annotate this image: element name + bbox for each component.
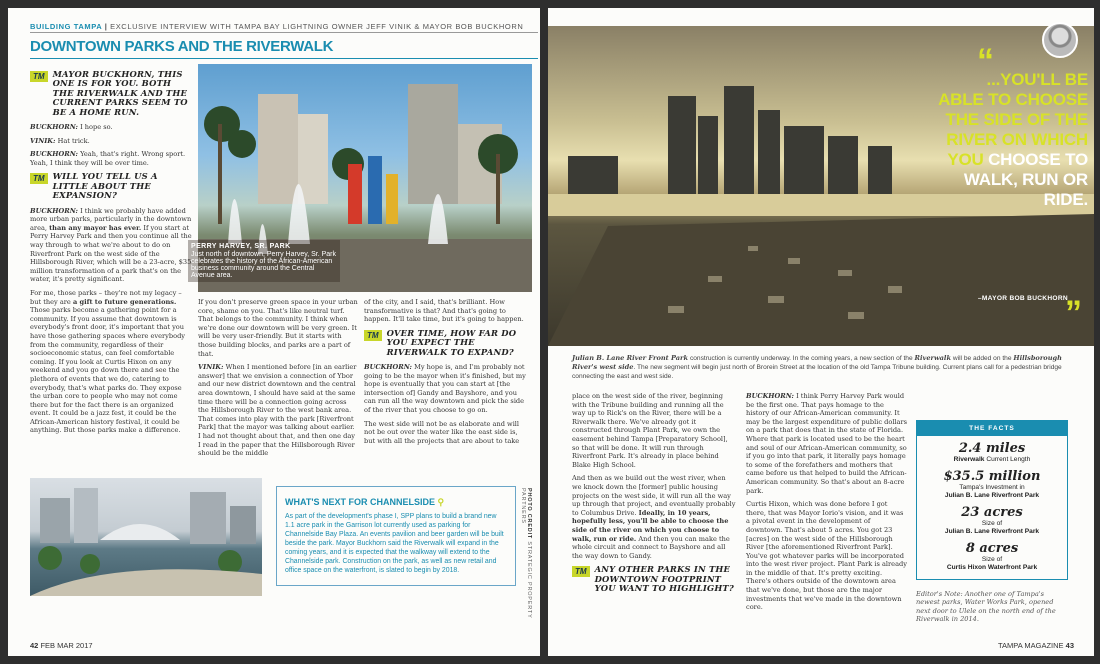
section-label: BUILDING TAMPA: [30, 22, 103, 31]
speaker-label: VINIK:: [30, 136, 56, 145]
article-column-3: [364, 298, 526, 450]
sidebar-body: As part of the development's phase I, SPP plans to build a brand new 1.1 acre park in the Garrison lot currently used as parking for Channelside Bay Plaza. An events pavilion and beer garden will be built beside the park. Mayor Buckhorn said the Riverwalk will expand in the coming years, and it is expected that the walkway will extend to the Channelside park. Construction on the park, as well as new retail and office space on the waterfront, is slated to begin by 2018.: [285, 513, 504, 574]
sidebar-title: [285, 497, 507, 508]
fact-value: $35.5 million: [943, 469, 1041, 484]
right-page: [548, 8, 1094, 656]
page-footer-right: [998, 641, 1074, 650]
left-page: [8, 8, 540, 656]
page-number: 42: [30, 641, 39, 650]
close-quote-icon: ”: [1065, 294, 1082, 332]
answer-text: Hat trick.: [57, 136, 90, 145]
facts-box: [916, 420, 1068, 580]
photo-caption: [572, 354, 1072, 381]
quote-attribution: –MAYOR BOB BUCKHORN: [977, 295, 1068, 302]
fact-label-text: Current Length: [986, 456, 1031, 463]
pull-quote-highlight: ...YOU'LL BE ABLE TO CHOOSE THE SIDE OF THE RIVER ON WHICH YOU: [938, 70, 1088, 169]
body-paragraph: Curtis Hixon, which was done before I got there, that was Mayor Iorio's vision, and it was a pivotal event in the development of downtown. That's about 5 acres. You got 23 [acres] on the west side of the Hillsborough River [the aforementioned Riverfront Park]. You've got whatever parks will be incorporated into the west river project. Plant Park is already in the middle of that. It's pretty exciting. There's others outside of the downtown area that we've done, but those are the major investments that we've made in the downtown core.: [746, 500, 907, 612]
header-rule: [30, 32, 538, 33]
page-number: 43: [1065, 641, 1074, 650]
speaker-label: BUCKHORN:: [30, 123, 78, 132]
body-paragraph: of the city, and I said, that's brilliant. How transformative is that? And that's going to happen. It'll take time, but it's going to happen.: [364, 298, 524, 324]
question-4: [572, 565, 736, 593]
title-rule: [30, 58, 538, 59]
pull-quote-text: CHOOSE TO WALK, RUN OR RIDE.: [963, 150, 1088, 209]
tm-badge: TM: [30, 71, 48, 82]
emphasis-text: than any mayor has ever.: [49, 223, 142, 232]
caption-emphasis: Hillsborough River's west side: [572, 354, 1062, 372]
answer-paragraph: [30, 137, 192, 146]
body-paragraph: [30, 289, 192, 435]
body-paragraph: [572, 474, 736, 560]
question-2: [30, 172, 192, 200]
editor-note: Editor's Note: Another one of Tampa's newest parks, Water Works Park, opened next door to Ulele on the north end of the Riverwalk in 2014.: [916, 590, 1056, 624]
issue-date: FEB MAR 2017: [40, 641, 93, 650]
answer-text: My hope is, and I'm probably not going to be the mayor when it's finished, but my hope is eventually that you can start at [the intersection of] Gandy and Bayshore, and you can run all the way downtown and pick the side of the river that you choose to go on.: [364, 363, 526, 414]
body-paragraph: The west side will not be as elaborate and will not be out over the water like the east side is, but with all the projects that are about to take: [364, 419, 520, 445]
fact-subject: [917, 564, 1067, 572]
tm-badge: TM: [572, 566, 590, 577]
magazine-name: TAMPA MAGAZINE: [997, 641, 1064, 650]
photo-credit: [520, 488, 532, 656]
answer-paragraph: [30, 207, 192, 284]
fact-label-bold: Riverwalk: [953, 456, 985, 463]
answer-text: When I mentioned before [in an earlier answer] that we envision a connection of Ybor and our new district downtown and the central area downtown, I should have said at the same time there will be a connection going across the Hillsborough River to the west bank area. That comes into play with the park [Riverfront Park] that the mayor was talking about earlier. I had not thought about that, and then one day I read in the paper that the Hillsborough River should be the middle: [198, 363, 357, 458]
fact-value: 2.4 miles: [958, 441, 1026, 456]
fact-subject: [917, 528, 1067, 536]
question-text: WILL YOU TELL US A LITTLE ABOUT THE EXPANSION?: [52, 171, 158, 201]
fact-value: 8 acres: [965, 541, 1019, 556]
caption-emphasis: Julian B. Lane River Front Park: [572, 354, 689, 362]
pull-quote: [938, 70, 1088, 210]
body-paragraph: If you don't preserve green space in your urban core, shame on you. That's like neutral turf. That belongs to the community. I think when we're done our downtown will be very green. It will be very user-friendly. But it starts with those building blocks, and parks are a part of that.: [198, 298, 358, 358]
section-header: [30, 22, 523, 31]
caption-text: . The new segment will begin just north of Brorein Street at the location of the old Tampa Tribune building. Current plans call for a pedestrian bridge connecting the east and west side.: [572, 364, 1062, 380]
body-text: Those parks become a gathering point for a community. If you assume that downtown is everybody's front door, it's important that you have those gathering spaces where everybody from the community, regardless of their socioeconomic status, can feel comfortable coming. If you look at Curtis Hixon on any weekend and you go down there and see the plethora of events that we do, catering to everybody, that's what parks do. They expose the urban core to people who may not come there but for the fact there is an organized event. It could be a jazz fest, it could be the African-American history festival, it could be anything. But those parks make a difference.: [30, 306, 186, 435]
answer-text: If you start at Perry Harvey Park and then you continue all the way through to what we're about to do on Riverfront Park on the west side of the Hillsborough River, which will be a 23-acre, $35 million transformation of a park that's on the water, it's pretty significant.: [30, 223, 192, 284]
body-text: For me, those parks – they're not my legacy – but they are: [30, 288, 182, 306]
pin-icon: ⚲: [437, 497, 445, 507]
sidebar-title-text: WHAT'S NEXT FOR CHANNELSIDE: [285, 497, 435, 507]
photo-caption-title: PERRY HARVEY, SR. PARK: [191, 243, 291, 250]
answer-paragraph: [198, 363, 358, 458]
channelside-rendering: [30, 478, 262, 596]
speaker-label: VINIK:: [198, 363, 224, 372]
emphasis-text: a gift to future generations.: [72, 297, 177, 306]
fact-item: [917, 506, 1067, 536]
article-column-2: [198, 298, 358, 463]
body-text: And then you can make the whole circuit and connect to Bayshore and all the way down to Gandy.: [572, 534, 730, 560]
tm-badge: TM: [30, 173, 48, 184]
avatar: [1042, 22, 1078, 58]
caption-text: construction is currently underway. In the coming years, a new section of the: [689, 355, 913, 362]
open-quote-icon: “: [977, 42, 994, 80]
fact-item: [917, 442, 1067, 464]
photo-credit-text: STRATEGIC PROPERTY PARTNERS: [520, 488, 532, 619]
fact-value: 23 acres: [961, 505, 1023, 520]
answer-text: I hope so.: [80, 123, 113, 132]
fact-subject-text: Julian B. Lane Riverfront Park: [944, 528, 1040, 535]
article-column-5: [746, 392, 908, 617]
answer-paragraph: [30, 123, 192, 132]
question-text: OVER TIME, HOW FAR DO YOU EXPECT THE RIVERWALK TO EXPAND?: [386, 327, 517, 357]
tm-badge: TM: [364, 330, 382, 341]
channelside-illustration: [30, 478, 262, 596]
fact-item: [917, 542, 1067, 572]
body-paragraph: place on the west side of the river, beginning with the Tribune building and running all the way up to Rick's on the River, there will be a Riverwalk there. We've already got it constructed through Plant Park, we own the easement behind Tampa [Preparatory School], so that will be done. It will run through Riverfront Park. It's already in place behind Blake High School.: [572, 392, 728, 469]
answer-text: I think Perry Harvey Park would be the first one. That pays homage to the history of our African-American community. It may be the largest expenditure of public dollars on a park that does that in the state of Florida. Where that park is located used to be the heart and soul of our African-American community, so if you go into that park, it literally pays homage to some of the forefathers and mothers that came before us that helped to build the African-American community. So that's about an 8-acre park.: [746, 392, 908, 495]
speaker-label: BUCKHORN:: [30, 206, 78, 215]
fact-label: Tampa's Investment in: [959, 484, 1025, 491]
fact-label: Size of: [981, 520, 1003, 527]
fact-subject-text: Curtis Hixon Waterfront Park: [946, 564, 1038, 571]
photo-credit-label: PHOTO CREDIT: [526, 488, 532, 540]
article-column-1: [30, 68, 192, 440]
question-text: MAYOR BUCKHORN, THIS ONE IS FOR YOU. BOTH THE RIVERWALK AND THE CURRENT PARKS SEEM TO BE A HOME RUN.: [52, 69, 188, 117]
question-3: [364, 329, 526, 357]
question-1: [30, 70, 192, 117]
answer-paragraph: [364, 363, 526, 415]
answer-paragraph: [746, 392, 908, 495]
page-title: DOWNTOWN PARKS AND THE RIVERWALK: [30, 38, 334, 55]
speaker-label: BUCKHORN:: [746, 392, 794, 400]
article-column-4: [572, 392, 736, 600]
facts-title: THE FACTS: [917, 421, 1067, 436]
caption-emphasis: Riverwalk: [914, 354, 952, 362]
photo-caption: [188, 240, 340, 282]
speaker-label: BUCKHORN:: [30, 150, 78, 159]
body-text: And then as we build out the west river, when we knock down the [former] public housing projects on the west side, it will run all the way up through that project, and eventually probably to Columbus Drive.: [572, 474, 736, 517]
fact-subject-text: Julian B. Lane Riverfront Park: [944, 492, 1040, 499]
fact-subject: [917, 492, 1067, 500]
page-footer-left: [30, 641, 93, 650]
answer-text: Yeah, that's right. Wrong sport. Yeah, I think they will be over time.: [30, 150, 186, 167]
fact-item: [917, 470, 1067, 500]
header-divider: |: [104, 22, 108, 31]
caption-text: will be added on the: [952, 355, 1012, 362]
emphasis-text: Ideally, in 10 years, hopefully less, you'll be able to choose the side of the river on which you choose to walk, run or ride.: [572, 508, 729, 543]
photo-caption-text: Just north of downtown, Perry Harvey, Sr. Park celebrates the history of the African-American business community around the Central Avenue area.: [191, 251, 336, 279]
question-text: ANY OTHER PARKS IN THE DOWNTOWN FOOTPRINT YOU WANT TO HIGHLIGHT?: [594, 564, 734, 594]
speaker-label: BUCKHORN:: [364, 363, 412, 371]
fact-label: [917, 456, 1067, 464]
answer-text: I think we probably have added more urban parks, particularly in the downtown area,: [30, 206, 192, 232]
channelside-sidebar: [276, 486, 516, 586]
answer-paragraph: [30, 150, 192, 167]
header-subtitle: EXCLUSIVE INTERVIEW WITH TAMPA BAY LIGHTNING OWNER JEFF VINIK & MAYOR BOB BUCKHORN: [110, 22, 524, 31]
fact-label: Size of: [981, 556, 1003, 563]
